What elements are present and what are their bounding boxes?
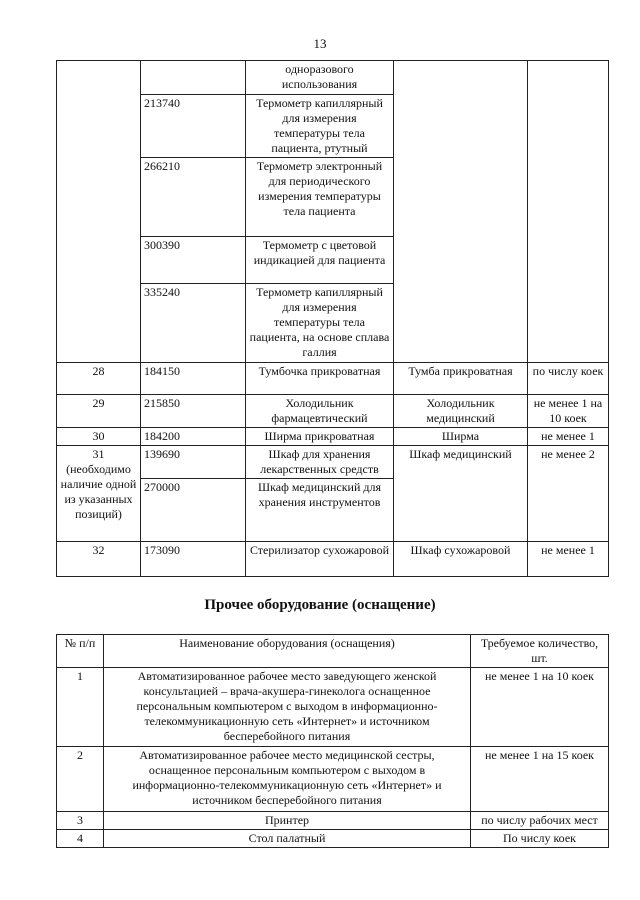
table-cell-code: 266210 [141, 158, 246, 237]
table-cell-name: Шкаф для хранения лекарственных средств [246, 446, 394, 479]
table-cell-code: 173090 [141, 542, 246, 577]
table-cell-qty: не менее 1 на 10 коек [528, 395, 609, 428]
table-cell-name: Термометр электронный для периодического измерения температуры тела пациента [246, 158, 394, 237]
table-cell-analog: Холодильник медицинский [394, 395, 528, 428]
table-cell-num: 4 [57, 830, 104, 848]
table-cell-qty: не менее 1 на 10 коек [471, 668, 609, 747]
table-header-row [57, 635, 609, 668]
table-cell-analog: Шкаф медицинский [394, 446, 528, 542]
table-cell-analog: Шкаф сухожаровой [394, 542, 528, 577]
table-cell-num [57, 61, 141, 363]
table-cell-num: 29 [57, 395, 141, 428]
table-cell-name: Шкаф медицинский для хранения инструментов [246, 479, 394, 542]
table-cell-num: 30 [57, 428, 141, 446]
table-cell-code: 139690 [141, 446, 246, 479]
table-cell-qty: По числу коек [471, 830, 609, 848]
table-row [57, 668, 609, 747]
table-cell-num: 2 [57, 747, 104, 812]
table-cell-name: Автоматизированное рабочее место медицинской сестры, оснащенное персональным компьютером с выходом в информационно-телекоммуникационную сеть «Интернет» и источником бесперебойного питания [104, 747, 471, 812]
table-cell-num: 3 [57, 812, 104, 830]
table-cell-code: 215850 [141, 395, 246, 428]
table-cell-analog: Ширма [394, 428, 528, 446]
table-cell-name: Принтер [104, 812, 471, 830]
table-cell-name: Тумбочка прикроватная [246, 363, 394, 395]
table-row [57, 428, 609, 446]
table-cell-name: одноразового использования [246, 61, 394, 95]
page-number: 13 [313, 36, 327, 51]
header-num: № п/п [57, 635, 104, 668]
table-cell-analog: Тумба прикроватная [394, 363, 528, 395]
table-cell-name: Стерилизатор сухожаровой [246, 542, 394, 577]
table-row [57, 812, 609, 830]
table-row [57, 542, 609, 577]
table-cell-code: 184200 [141, 428, 246, 446]
equipment-table [56, 60, 609, 577]
table-cell-qty: не менее 1 на 15 коек [471, 747, 609, 812]
other-equipment-table [56, 634, 609, 848]
table-cell-num: 31 (необходимо наличие одной из указанных позиций) [57, 446, 141, 542]
table-cell-qty: по числу рабочих мест [471, 812, 609, 830]
table-cell-code [141, 61, 246, 95]
table-cell-name: Термометр с цветовой индикацией для пациента [246, 237, 394, 284]
table-cell-qty: по числу коек [528, 363, 609, 395]
table-cell-name: Холодильник фармацевтический [246, 395, 394, 428]
table-row [57, 61, 609, 95]
table-cell-name: Ширма прикроватная [246, 428, 394, 446]
table-cell-name: Стол палатный [104, 830, 471, 848]
table-cell-code: 300390 [141, 237, 246, 284]
table-cell-qty [528, 61, 609, 363]
table-cell-qty: не менее 1 [528, 542, 609, 577]
table-cell-num: 32 [57, 542, 141, 577]
table-cell-code: 213740 [141, 95, 246, 158]
table-cell-code: 335240 [141, 284, 246, 363]
table-cell-num: 1 [57, 668, 104, 747]
table-row [57, 830, 609, 848]
table-cell-qty: не менее 1 [528, 428, 609, 446]
table-cell-num: 28 [57, 363, 141, 395]
table-row [57, 363, 609, 395]
table-row [57, 395, 609, 428]
header-name: Наименование оборудования (оснащения) [104, 635, 471, 668]
table-cell-name: Термометр капиллярный для измерения температуры тела пациента, на основе сплава галлия [246, 284, 394, 363]
table-cell-analog [394, 61, 528, 363]
table-cell-code: 184150 [141, 363, 246, 395]
table-row [57, 446, 609, 479]
table-cell-code: 270000 [141, 479, 246, 542]
header-qty: Требуемое количество, шт. [471, 635, 609, 668]
table-cell-name: Термометр капиллярный для измерения температуры тела пациента, ртутный [246, 95, 394, 158]
table-row [57, 747, 609, 812]
section-title: Прочее оборудование (оснащение) [204, 597, 436, 613]
table-cell-qty: не менее 2 [528, 446, 609, 542]
table-cell-name: Автоматизированное рабочее место заведующего женской консультацией – врача-акушера-гинеколога оснащенное персональным компьютером с выходом в информационно-телекоммуникационную сеть «Интернет» и источником бесперебойного питания [104, 668, 471, 747]
